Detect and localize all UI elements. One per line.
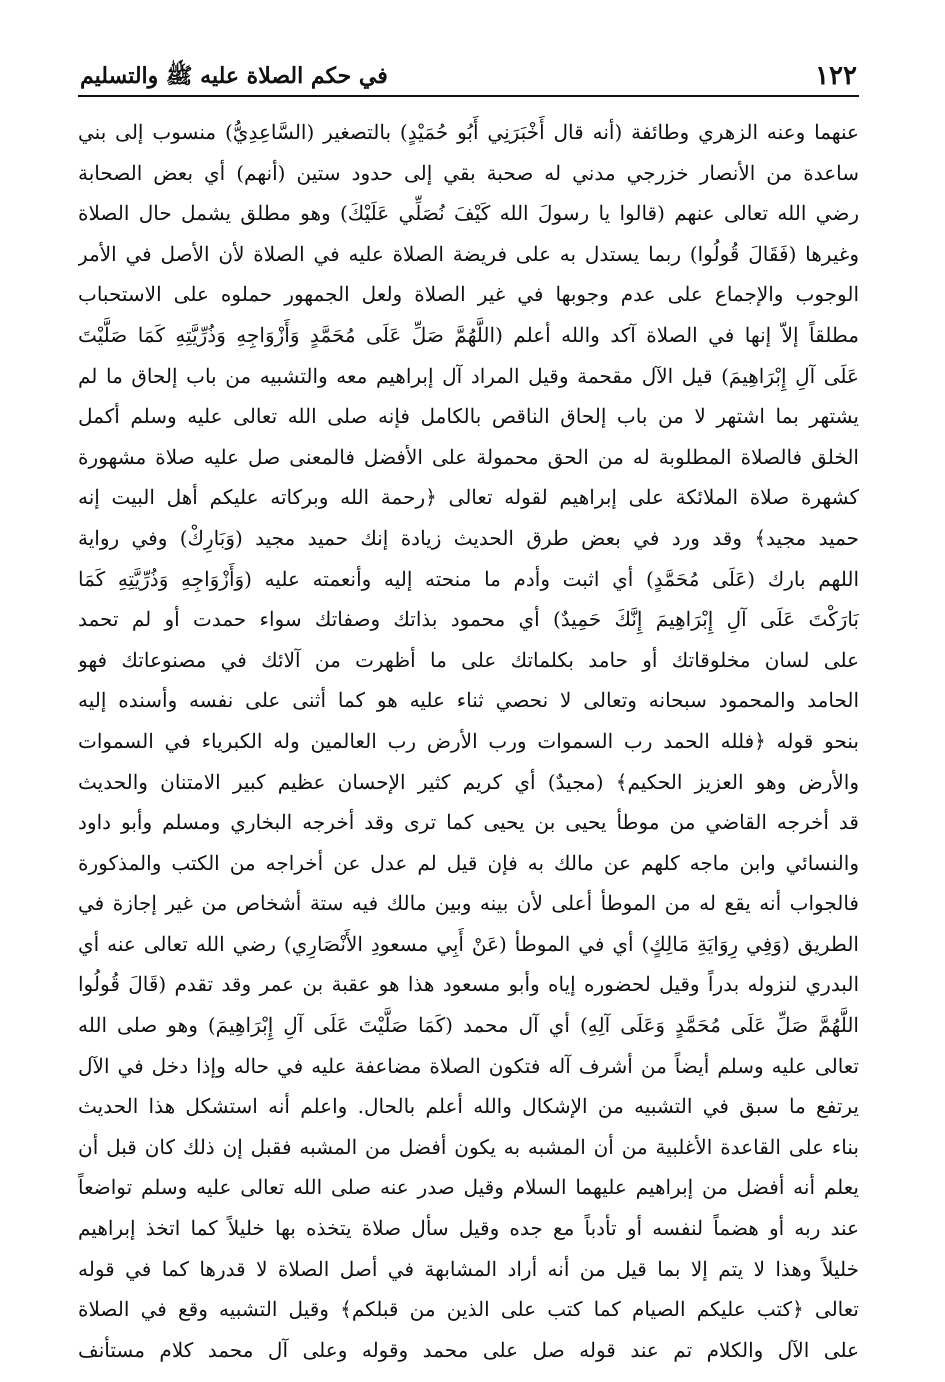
text-line: بنحو قوله ﴿فلله الحمد رب السموات ورب الأرض رب العالمين وله الكبرياء في السموات [78,728,859,753]
text-line: اللهم بارك (عَلَى مُحَمَّدٍ) أي اثبت وأدم ما منحته إليه وأنعمته عليه (وَأَزْوَاجِهِ وَذُرِّيَّتِهِ كَمَا [78,566,859,591]
running-title: في حكم الصلاة عليه ﷺ والتسليم [80,63,388,89]
text-line: البدري لنزوله بدراً وقيل لحضوره إياه وأبو مسعود هذا هو عقبة بن عمر وقد تقدم (قَالَ قُولُوا [78,972,859,997]
text-line: عنهما وعنه الزهري وطائفة (أنه قال أَخْبَرَنِي أَبُو حُمَيْدٍ) بالتصغير (السَّاعِدِيُّ) منسوب إلى بني [78,120,859,144]
text-line: عند ربه أو هضماً لنفسه أو تأدباً مع جده وقيل سأل صلاة يتخذه بها خليلاً كما اتخذ إبراهيم [78,1216,859,1241]
text-line: على لسان مخلوقاتك أو حامد بكلماتك على ما أظهرت من آلائك في مصنوعاتك فهو [78,647,859,672]
text-line: فالجواب أنه يقع له من الموطأ أعلى لأن بينه وبين مالك فيه ستة أشخاص من غير إجازة في [78,891,859,916]
text-line: رضي الله تعالى عنهم (قالوا يا رسولَ الله كَيْفَ نُصَلِّي عَلَيْكَ) وهو مطلق يشمل حال الصلاة [78,201,859,226]
text-line: تعالى عليه وسلم أيضاً من أشرف آله فتكون الصلاة مضاعفة عليه في حاله وإذا دخل في الآل [78,1053,859,1078]
page-number: ١٢٢ [815,61,857,91]
text-line: وغيرها (فَقَالَ قُولُوا) ربما يستدل به على فريضة الصلاة عليه في الصلاة لأن الأصل في الأمر [78,241,859,266]
text-line: مطلقاً إلاّ إنها في الصلاة آكد والله أعلم (اللَّهُمَّ صَلِّ عَلَى مُحَمَّدٍ وَأَزْوَاجِهِ وَذُرِّيَّتِهِ كَمَا صَلَّيْتَ [78,322,859,347]
header-rule [78,95,859,97]
text-line: خليلاً وهذا لا يتم إلا بما قيل من أنه أراد المشابهة في أصل الصلاة لا قدرها كما في قوله [78,1256,859,1281]
text-line: والنسائي وابن ماجه كلهم عن مالك به فإن قيل لم عدل عن أخراجه من الكتب والمذكورة [78,850,859,875]
text-line: تعالى ﴿كتب عليكم الصيام كما كتب على الذين من قبلكم﴾ وقيل التشبيه وقع في الصلاة [78,1297,859,1322]
text-line: يعلم أنه أفضل من إبراهيم عليهما السلام وقيل صدر عنه صلى الله تعالى عليه وسلم تواضعاً [78,1175,859,1200]
text-line: بناء على القاعدة الأغلبية من أن المشبه به يكون أفضل من المشبه فقبل إن ذلك كان قبل أن [78,1134,859,1159]
text-line: اللَّهُمَّ صَلِّ عَلَى مُحَمَّدٍ وَعَلَى آلِهِ) أي آل محمد (كَمَا صَلَّيْتَ عَلَى آلِ إِبْرَاهِيمَ) وهو صلى الله [78,1013,859,1038]
text-line: الحامد والمحمود سبحانه وتعالى لا نحصي ثناء عليه هو كما أثنى على نفسه وأسنده إليه [78,688,859,713]
text-line: قد أخرجه القاضي من موطأ يحيى بن يحيى كما ترى وقد أخرجه البخاري ومسلم وأبو داود [78,810,859,835]
text-line: ساعدة من الأنصار خزرجي مدني له صحبة بقي إلى حدود ستين (أنهم) أي بعض الصحابة [78,160,859,185]
text-line: عَلَى آلِ إِبْرَاهِيمَ) قيل الآل مقحمة وقيل المراد آل إبراهيم معه والتشبيه من باب إلحاق ما لم [78,363,859,388]
text-line: والأرض وهو العزيز الحكيم﴾ (مجيدٌ) أي كريم كثير الإحسان عظيم كبير الامتنان والحديث [78,769,859,794]
body-text [78,112,859,1370]
text-line: الخلق فالصلاة المطلوبة له من الحق محمولة على الأفضل فالمعنى صل عليه صلاة مشهورة [78,444,859,469]
text-line: حميد مجيد﴾ وقد ورد في بعض طرق الحديث زيادة إنك حميد مجيد (وَبَارِكْ) وفي رواية [78,525,859,550]
text-line: يرتفع ما سبق في التشبيه من الإشكال والله أعلم بالحال. واعلم أنه استشكل هذا الحديث [78,1094,859,1119]
text-line: كشهرة صلاة الملائكة على إبراهيم لقوله تعالى ﴿رحمة الله وبركاته عليكم أهل البيت إنه [78,485,859,510]
text-line: الطريق (وَفِي رِوَايَةِ مَالِكٍ) أي في الموطأ (عَنْ أَبِي مسعودِ الأَنْصَارِي) رضي الله تعالى عنه أي [78,931,859,956]
text-line: بَارَكْتَ عَلَى آلِ إِبْرَاهِيمَ إِنَّكَ حَمِيدٌ) أي محمود بذاتك وصفاتك سواء حمدت أو لم تحمد [78,607,859,632]
text-line: يشتهر بما اشتهر لا من باب إلحاق الناقص بالكامل فإنه صلى الله تعالى عليه وسلم أكمل [78,404,859,429]
page-header [80,52,857,92]
text-line: الوجوب والإجماع على عدم وجوبها في غير الصلاة ولعل الجمهور حملوه على الاستحباب [78,282,859,307]
text-line: على الآل والكلام تم عند قوله صل على محمد وقوله وعلى آل محمد كلام مستأنف [78,1337,859,1362]
